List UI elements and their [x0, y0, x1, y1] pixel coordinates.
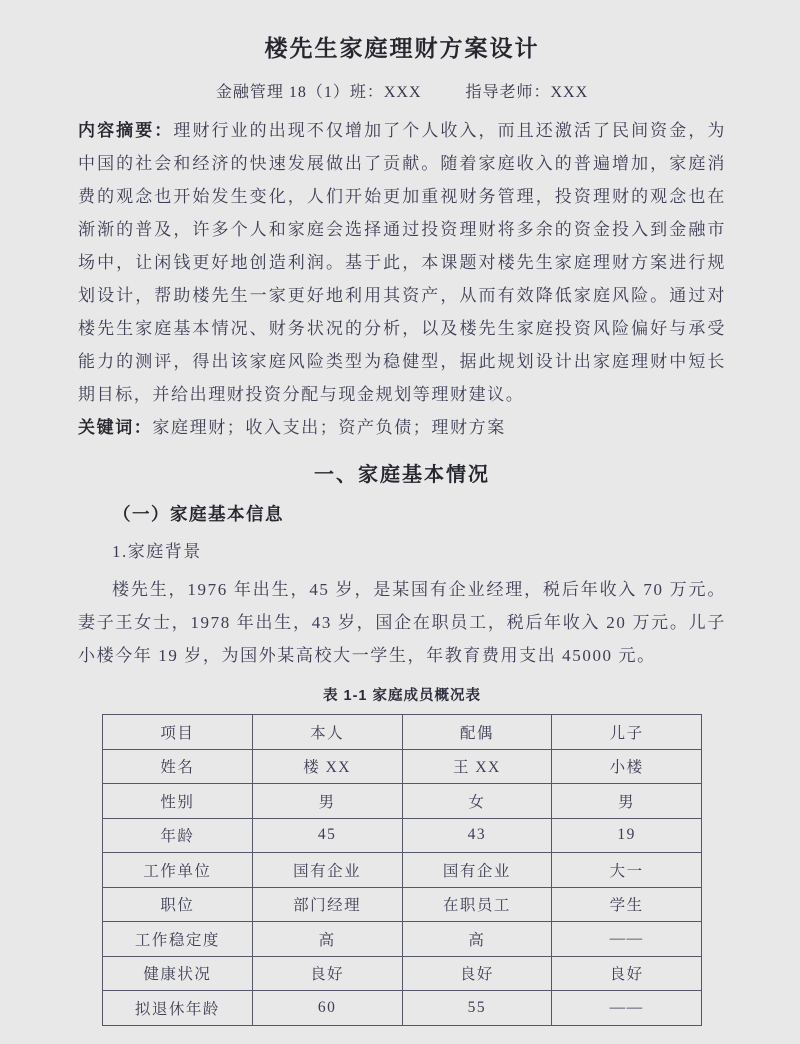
table-cell: 国有企业: [252, 853, 402, 888]
table-row: [103, 922, 702, 957]
byline-class: 金融管理 18（1）班：XXX: [215, 84, 422, 101]
subsection-heading: （一）家庭基本信息: [113, 504, 284, 524]
abstract-label: 内容摘要：: [78, 121, 174, 140]
table-cell: 高: [402, 922, 552, 957]
table-cell: 健康状况: [103, 956, 253, 991]
table-cell: 良好: [552, 956, 702, 991]
table-row: [103, 749, 702, 784]
table-cell: 男: [252, 784, 402, 819]
family-background-paragraph: 楼先生，1976 年出生，45 岁，是某国有企业经理，税后年收入 70 万元。妻子王女士，1978 年出生，43 岁，国企在职员工，税后年收入 20 万元。儿子小楼今年 19 岁，为国外某高校大一学生，年教育费用支出 45000 元。: [78, 580, 726, 665]
abstract-text: 理财行业的出现不仅增加了个人收入，而且还激活了民间资金，为中国的社会和经济的快速发展做出了贡献。随着家庭收入的普遍增加，家庭消费的观念也开始发生变化，人们开始更加重视财务管理，投资理财的观念也在渐渐的普及，许多个人和家庭会选择通过投资理财将多余的资金投入到金融市场中，让闲钱更好地创造利润。基于此，本课题对楼先生家庭理财方案进行规划设计，帮助楼先生一家更好地利用其资产，从而有效降低家庭风险。通过对楼先生家庭基本情况、财务状况的分析，以及楼先生家庭投资风险偏好与承受能力的测评，得出该家庭风险类型为稳健型，据此规划设计出家庭理财中短长期目标，并给出理财投资分配与现金规划等理财建议。: [78, 121, 727, 404]
table-cell: 55: [402, 991, 552, 1026]
table-cell: 性别: [103, 784, 253, 819]
table-cell: 19: [552, 818, 702, 853]
table-cell: 良好: [402, 956, 552, 991]
table-caption: 表 1-1 家庭成员概况表: [322, 688, 481, 704]
table-cell: 年龄: [103, 818, 253, 853]
table-cell: 王 XX: [402, 749, 552, 784]
table-cell: 男: [552, 784, 702, 819]
table-cell: 60: [252, 991, 402, 1026]
table-cell: 43: [402, 818, 552, 853]
table-cell: 良好: [252, 956, 402, 991]
abstract-paragraph: [78, 114, 726, 411]
table-row: [103, 887, 702, 922]
table-header-cell: 儿子: [552, 715, 702, 750]
table-row: [103, 956, 702, 991]
table-cell: ——: [552, 922, 702, 957]
table-cell: 45: [252, 818, 402, 853]
family-members-table: [102, 714, 702, 1026]
keywords-text: 家庭理财；收入支出；资产负债；理财方案: [152, 418, 506, 437]
table-cell: 高: [252, 922, 402, 957]
table-cell: 学生: [552, 887, 702, 922]
table-cell: 国有企业: [402, 853, 552, 888]
keywords-label: 关键词：: [78, 418, 153, 437]
table-row: [103, 991, 702, 1026]
table-cell: 工作单位: [103, 853, 253, 888]
table-header-row: [103, 715, 702, 750]
table-row: [103, 784, 702, 819]
byline-advisor: 指导老师：XXX: [465, 84, 589, 101]
table-header-cell: 本人: [252, 715, 402, 750]
table-cell: 在职员工: [402, 887, 552, 922]
table-cell: 小楼: [552, 749, 702, 784]
byline: [78, 79, 726, 102]
item-heading: 1.家庭背景: [112, 542, 202, 561]
page-title: 楼先生家庭理财方案设计: [264, 36, 540, 61]
table-cell: 职位: [103, 887, 253, 922]
table-header-cell: 配偶: [402, 715, 552, 750]
table-cell: 部门经理: [252, 887, 402, 922]
table-cell: 女: [402, 784, 552, 819]
table-header-cell: 项目: [103, 715, 253, 750]
table-cell: 拟退休年龄: [103, 991, 253, 1026]
section-heading: 一、家庭基本情况: [314, 464, 490, 486]
table-cell: 姓名: [103, 749, 253, 784]
keywords-line: [78, 411, 726, 444]
table-cell: 大一: [552, 853, 702, 888]
table-cell: 工作稳定度: [103, 922, 253, 957]
table-cell: ——: [552, 991, 702, 1026]
table-cell: 楼 XX: [252, 749, 402, 784]
table-row: [103, 818, 702, 853]
table-row: [103, 853, 702, 888]
